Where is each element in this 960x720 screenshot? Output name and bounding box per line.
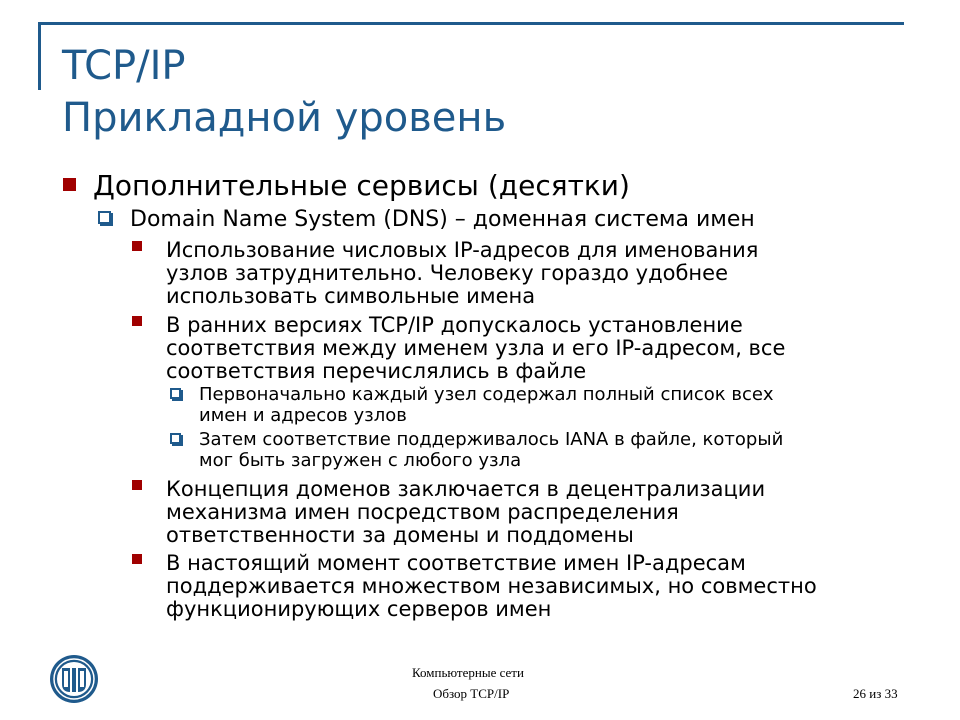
bullet-text-line: В ранних версиях TCP/IP допускалось установление	[166, 313, 743, 337]
square-bullet-icon	[132, 554, 142, 564]
bullet-text-line: ответственности за домены и поддомены	[166, 523, 634, 547]
bullet-text-line: Использование числовых IP-адресов для именования	[166, 238, 759, 262]
square-bullet-icon	[63, 178, 76, 191]
bullet-text-line: использовать символьные имена	[166, 284, 536, 308]
title-line-2: Прикладной уровень	[62, 95, 507, 141]
bullet-text-line: имен и адресов узлов	[199, 405, 407, 426]
bullet-text-line: соответствия перечислялись в файле	[166, 359, 587, 383]
footer-course: Компьютерные сети	[412, 665, 524, 680]
bullet-text-line: поддерживается множеством независимых, но совместно	[166, 574, 817, 598]
bullet-level1-text: Дополнительные сервисы (десятки)	[93, 169, 630, 202]
footer-page-number: 26 из 33	[853, 686, 898, 701]
bullet-text-line: Затем соответствие поддерживалось IANA в файле, который	[199, 429, 784, 450]
checkbox-bullet-icon	[170, 388, 181, 399]
university-logo	[49, 654, 99, 704]
square-bullet-icon	[132, 480, 142, 490]
square-bullet-icon	[132, 316, 142, 326]
title-line-1: TCP/IP	[62, 43, 186, 89]
square-bullet-icon	[132, 241, 142, 251]
checkbox-bullet-icon	[98, 211, 111, 224]
bullet-text-line: Первоначально каждый узел содержал полный список всех	[199, 384, 774, 405]
bullet-level2-text: Domain Name System (DNS) – доменная система имен	[130, 207, 755, 232]
checkbox-bullet-icon	[170, 433, 181, 444]
bullet-text-line: функционирующих серверов имен	[166, 597, 552, 621]
bullet-text-line: Концепция доменов заключается в децентрализации	[166, 477, 766, 501]
bullet-text-line: мог быть загружен с любого узла	[199, 450, 522, 471]
frame-top-line	[38, 22, 904, 25]
bullet-text-line: узлов затруднительно. Человеку гораздо удобнее	[166, 261, 728, 285]
slide-title	[62, 40, 506, 144]
bullet-text-line: соответствия между именем узла и его IP-адресом, все	[166, 336, 786, 360]
bullet-text-line: механизма имен посредством распределения	[166, 500, 679, 524]
frame-left-line	[38, 22, 41, 90]
bullet-text-line: В настоящий момент соответствие имен IP-адресам	[166, 551, 746, 575]
footer-topic: Обзор TCP/IP	[433, 686, 510, 701]
